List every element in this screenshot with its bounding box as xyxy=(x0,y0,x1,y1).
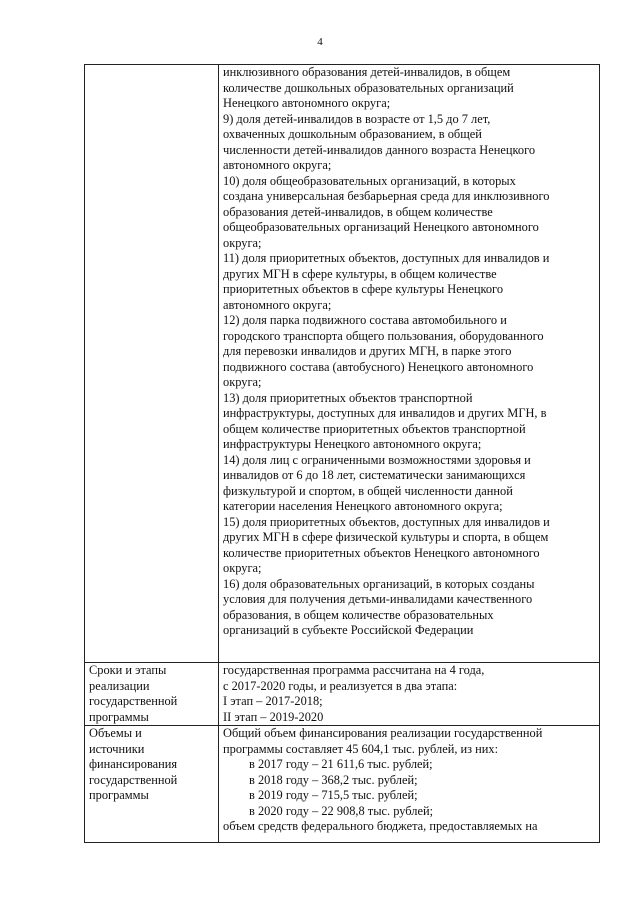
text-line: Сроки и этапы xyxy=(89,663,167,677)
text-line: округа; xyxy=(223,561,262,575)
text-line: Объемы и xyxy=(89,726,142,740)
text-line: с 2017-2020 годы, и реализуется в два этапа: xyxy=(223,678,458,693)
text-line: инклюзивного образования детей-инвалидов, в общем xyxy=(223,65,511,79)
text-line: количестве дошкольных образовательных организаций xyxy=(223,80,514,95)
text-line: создана универсальная безбарьерная среда для инклюзивного xyxy=(223,189,550,203)
text-line: 14) доля лиц с ограниченными возможностями здоровья и xyxy=(223,452,531,467)
text-line: автономного округа; xyxy=(223,158,332,172)
row-label-cell xyxy=(85,726,219,843)
text-line: физкультурой и спортом, в общей численности данной xyxy=(223,483,513,498)
text-line: инфраструктуры, доступных для инвалидов и других МГН, в xyxy=(223,406,547,420)
row-content-cell xyxy=(219,65,600,663)
text-line: I этап – 2017-2018; xyxy=(223,694,323,708)
row-label-cell xyxy=(85,663,219,726)
text-line: программы xyxy=(89,788,149,802)
table-row-terms-and-stages xyxy=(85,663,600,726)
text-line: в 2020 году – 22 908,8 тыс. рублей; xyxy=(249,803,434,818)
text-line: Ненецкого автономного округа; xyxy=(223,96,391,110)
text-line: 13) доля приоритетных объектов транспортной xyxy=(223,390,473,405)
passport-table xyxy=(84,64,600,843)
text-line: общеобразовательных организаций Ненецкого автономного xyxy=(223,220,539,234)
text-line: программы xyxy=(89,709,149,724)
text-line: 11) доля приоритетных объектов, доступных для инвалидов и xyxy=(223,251,550,265)
text-line: объем средств федерального бюджета, предоставляемых на xyxy=(223,819,538,833)
text-line: категории населения Ненецкого автономного округа; xyxy=(223,499,503,513)
text-line: подвижного состава (автобусного) Ненецкого автономного xyxy=(223,359,534,374)
row-content-cell xyxy=(219,663,600,726)
text-line: государственной xyxy=(89,772,178,787)
text-line: Общий объем финансирования реализации государственной xyxy=(223,726,543,740)
text-line: программы составляет 45 604,1 тыс. рублей, из них: xyxy=(223,741,499,756)
text-line: инвалидов от 6 до 18 лет, систематически занимающихся xyxy=(223,468,526,482)
text-line: в 2018 году – 368,2 тыс. рублей; xyxy=(249,772,418,787)
row-content-cell xyxy=(219,726,600,843)
text-line: в 2019 году – 715,5 тыс. рублей; xyxy=(249,788,418,802)
text-line: источники xyxy=(89,741,145,756)
text-line: округа; xyxy=(223,235,262,250)
text-line: финансирования xyxy=(89,757,178,771)
table-row-financing xyxy=(85,726,600,843)
page-number: 4 xyxy=(317,36,323,48)
text-line: II этап – 2019-2020 xyxy=(223,709,324,724)
text-line: автономного округа; xyxy=(223,297,332,312)
text-line: приоритетных объектов в сфере культуры Ненецкого xyxy=(223,282,504,296)
text-line: образования, в общем количестве образовательных xyxy=(223,607,494,622)
text-line: государственная программа рассчитана на 4 года, xyxy=(223,663,485,677)
text-line: 16) доля образовательных организаций, в которых созданы xyxy=(223,576,535,591)
text-line: охваченных дошкольным образованием, в общей xyxy=(223,127,482,141)
text-line: общем количестве приоритетных объектов транспортной xyxy=(223,421,526,436)
text-line: городского транспорта общего пользования, оборудованного xyxy=(223,328,544,343)
text-line: реализации xyxy=(89,678,150,693)
table-row-indicators xyxy=(85,65,600,663)
text-line: условия для получения детьми-инвалидами качественного xyxy=(223,592,533,606)
text-line: 12) доля парка подвижного состава автомобильного и xyxy=(223,313,507,327)
text-line: инфраструктуры Ненецкого автономного округа; xyxy=(223,437,482,451)
text-line: 9) доля детей-инвалидов в возрасте от 1,5 до 7 лет, xyxy=(223,111,491,126)
text-line: образования детей-инвалидов, в общем количестве xyxy=(223,204,493,219)
text-line: организаций в субъекте Российской Федерации xyxy=(223,623,474,637)
text-line: численности детей-инвалидов данного возраста Ненецкого xyxy=(223,142,536,157)
text-line: для перевозки инвалидов и других МГН, в парке этого xyxy=(223,344,512,358)
row-label-cell xyxy=(85,65,219,663)
text-line: государственной xyxy=(89,694,178,708)
text-line: других МГН в сфере культуры, в общем количестве xyxy=(223,266,497,281)
text-line: 15) доля приоритетных объектов, доступных для инвалидов и xyxy=(223,514,550,529)
text-line: других МГН в сфере физической культуры и спорта, в общем xyxy=(223,530,549,544)
text-line: 10) доля общеобразовательных организаций, в которых xyxy=(223,173,516,188)
text-line: количестве приоритетных объектов Ненецкого автономного xyxy=(223,545,540,560)
text-line: в 2017 году – 21 611,6 тыс. рублей; xyxy=(249,757,433,771)
text-line: округа; xyxy=(223,375,262,389)
